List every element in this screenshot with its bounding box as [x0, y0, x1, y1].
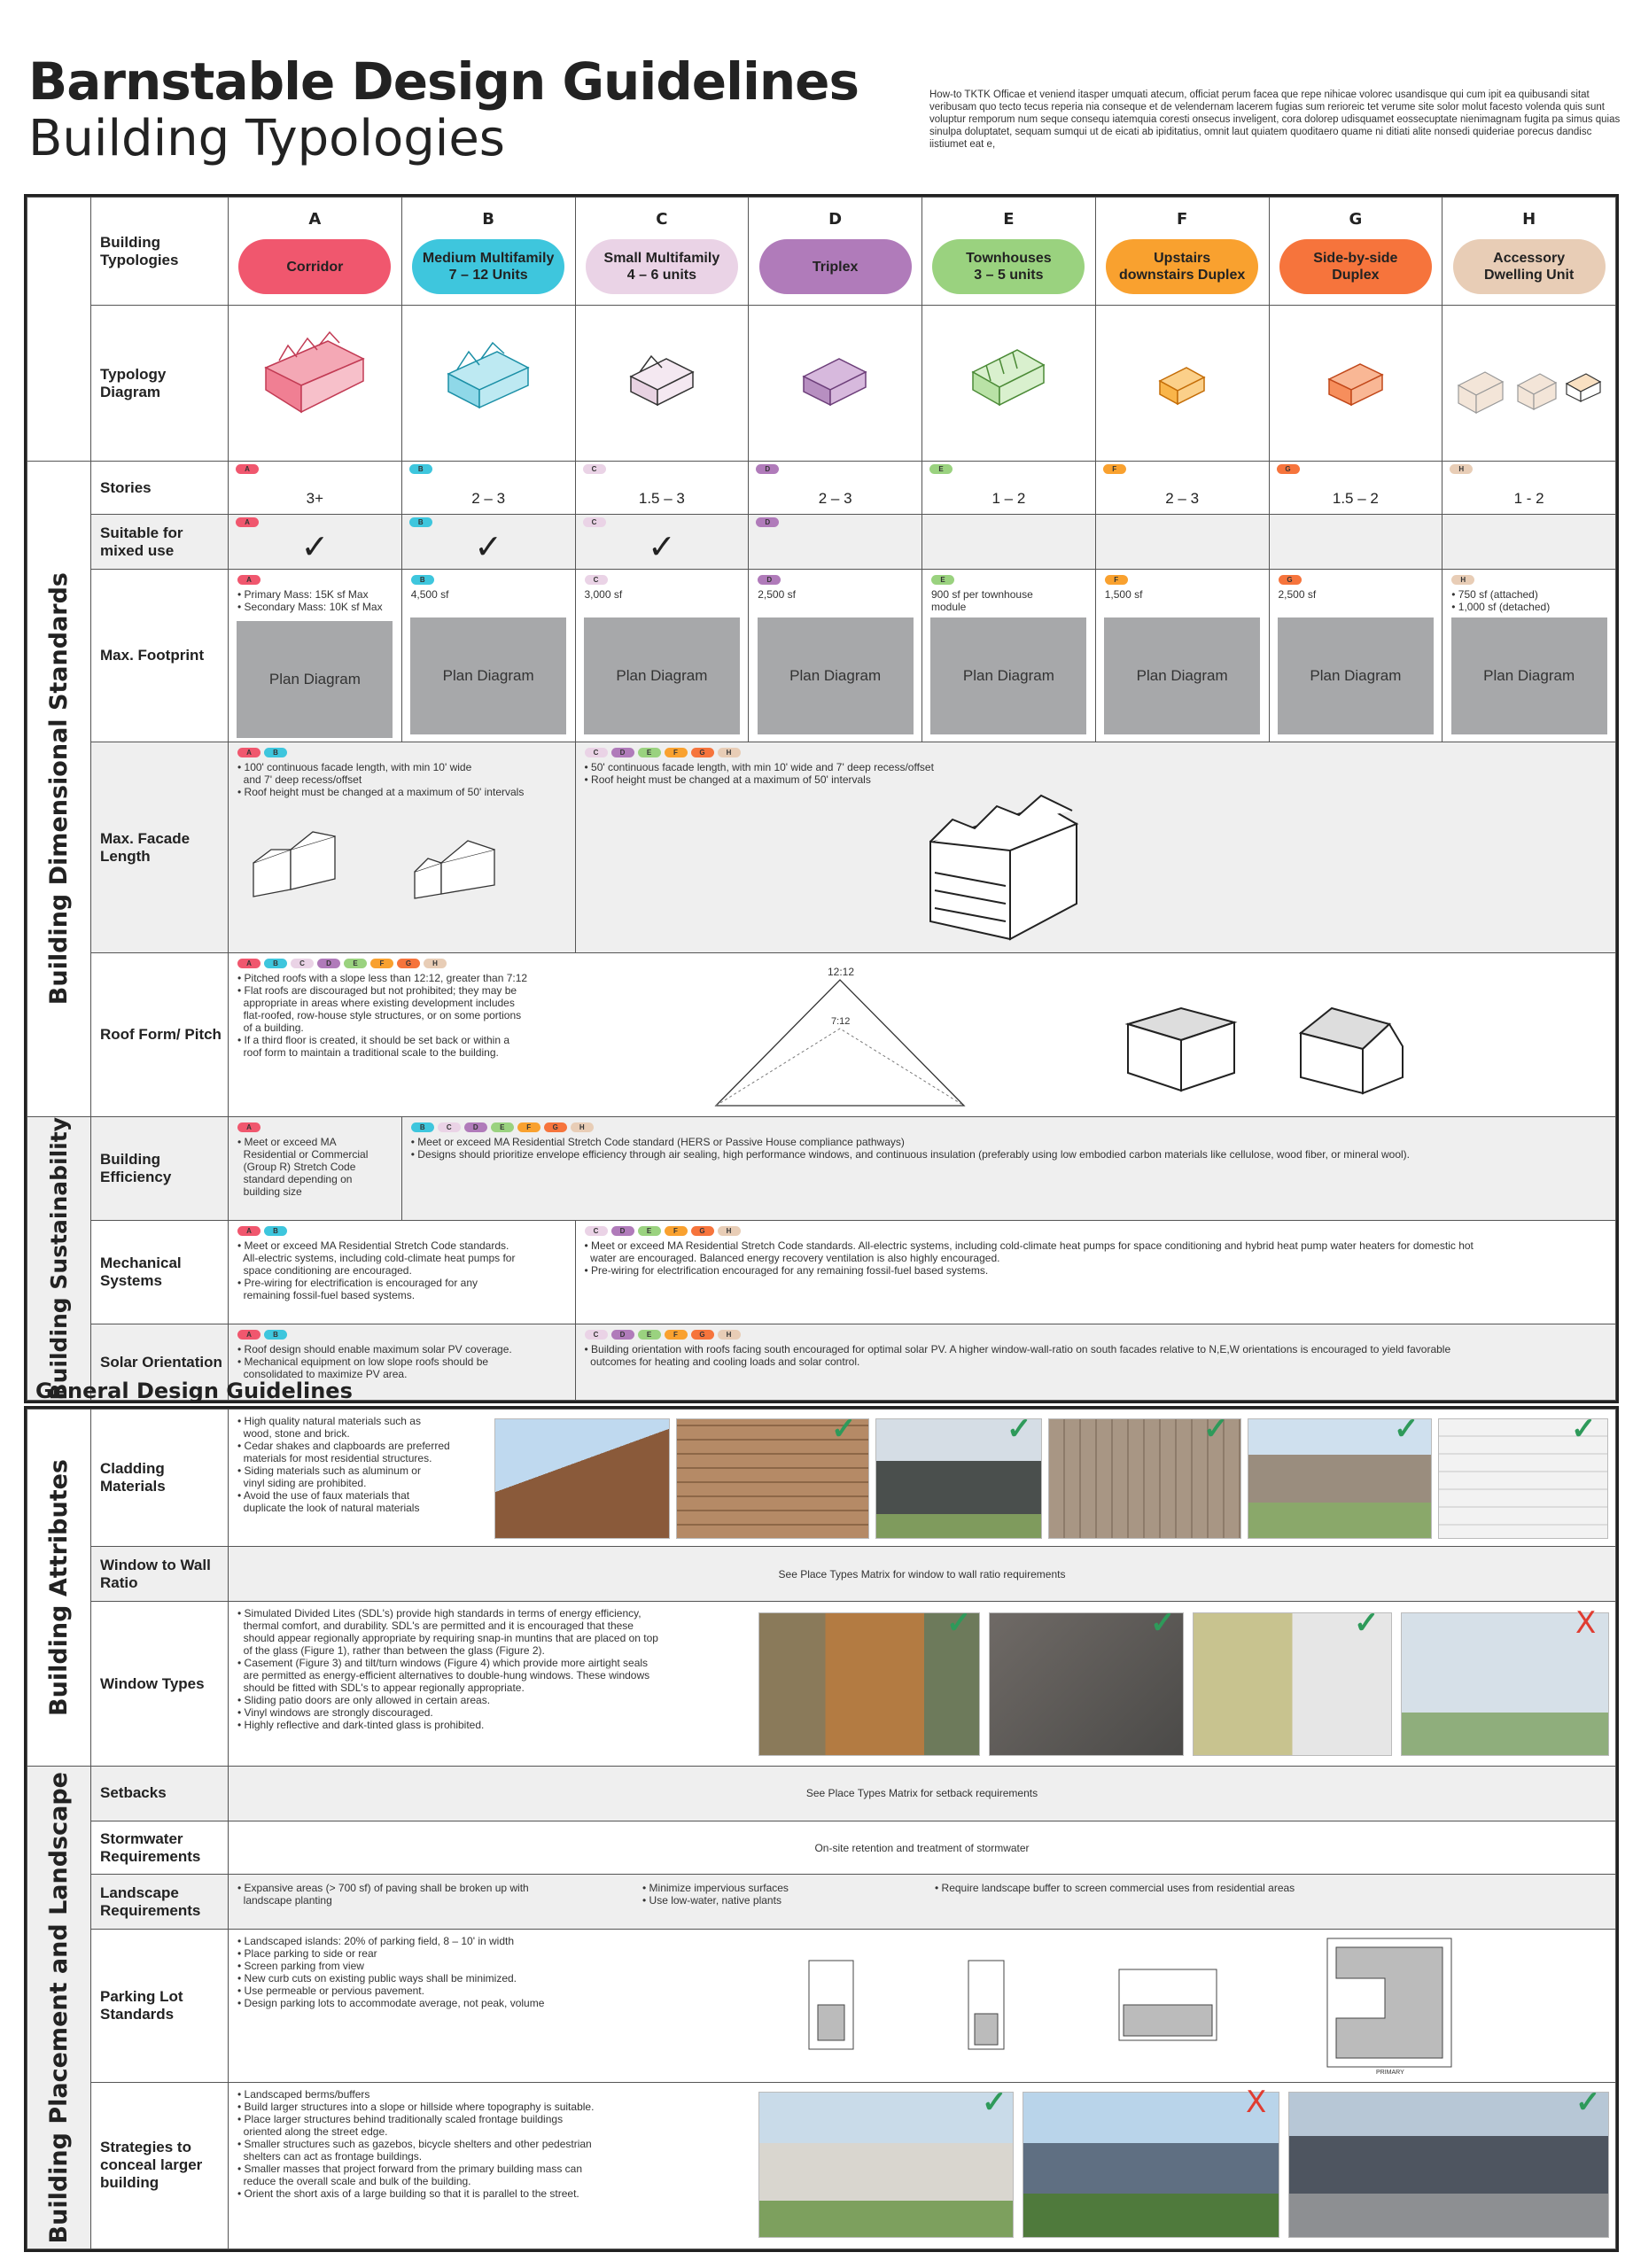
approved-check-icon: ✓	[1571, 1412, 1597, 1446]
type-h-diagram	[1442, 306, 1616, 462]
stormwater-text: On-site retention and treatment of stormwater	[229, 1821, 1616, 1874]
type-c-pill: Small Multifamily 4 – 6 units	[586, 239, 738, 294]
stories-g: G 1.5 – 2	[1269, 462, 1442, 515]
parking-plan-icon	[1323, 1934, 1456, 2076]
plan-diagram: Plan Diagram	[1451, 617, 1607, 734]
cladding-cell: • High quality natural materials such as wood, stone and brick. • Cedar shakes and clapboards are preferred materials for most residential structures. • Siding materials such as aluminum or vinyl siding are prohibited. • Avoid the use of faux materials that duplicate the look of natural materials ✓ ✓ ✓ ✓ ✓	[229, 1410, 1616, 1547]
svg-text:PRIMARY: PRIMARY	[1376, 2070, 1404, 2077]
row-label-diagram: Typology Diagram	[91, 306, 229, 462]
approved-check-icon: ✓	[1150, 1606, 1176, 1641]
row-label-footprint: Max. Footprint	[91, 570, 229, 742]
building-diagram-icon	[1442, 306, 1615, 456]
svg-text:7:12: 7:12	[831, 1016, 851, 1027]
row-label-mixed: Suitable for mixed use	[91, 515, 229, 570]
facade-ab: A B • 100' continuous facade length, with min 10' wide and 7' deep recess/offset • Roof height must be changed at a maximum of 50' intervals	[229, 742, 576, 953]
cedar-shake-photo	[494, 1418, 670, 1539]
plan-diagram: Plan Diagram	[584, 617, 740, 734]
general-guidelines-table	[27, 1409, 1616, 2249]
type-h-header: H Accessory Dwelling Unit	[1442, 198, 1616, 306]
building-diagram-icon	[1096, 306, 1269, 456]
type-b-pill: Medium Multifamily 7 – 12 Units	[412, 239, 564, 294]
facade-diagram-icon	[895, 788, 1427, 948]
roof-building-icon	[1115, 998, 1442, 1113]
landscape-cell: • Expansive areas (> 700 sf) of paving shall be broken up with landscape planting • Minimize impervious surfaces • Use low-water, native plants • Require landscape buffer to screen commercial uses from residential areas	[229, 1875, 1616, 1930]
footprint-c: C 3,000 sf Plan Diagram	[575, 570, 749, 742]
mixed-g	[1269, 515, 1442, 570]
approved-check-icon: ✓	[1354, 1606, 1380, 1641]
solar-ch: C D E F G H • Building orientation with roofs facing south encouraged for optimal solar PV. A higher window-wall-ratio on south facades relative to N,E,W orientations is encouraged to yield favorable outcomes for heating and cooling loads and solar control.	[575, 1324, 1616, 1401]
approved-check-icon: ✓	[1203, 1412, 1229, 1446]
plan-diagram: Plan Diagram	[410, 617, 566, 734]
solar-ab: A B • Roof design should enable maximum solar PV coverage. • Mechanical equipment on low slope roofs should be consolidated to maximize PV area.	[229, 1324, 576, 1401]
stories-b: B 2 – 3	[401, 462, 575, 515]
row-label-wwr: Window to Wall Ratio	[91, 1547, 229, 1602]
approved-check-icon: ✓	[1575, 2085, 1601, 2119]
mixed-c: C ✓	[575, 515, 749, 570]
typologies-table	[27, 197, 1616, 1401]
type-c-diagram	[575, 306, 749, 462]
village-street-photo	[1288, 2092, 1609, 2238]
type-b-diagram	[401, 306, 575, 462]
row-label-mechanical: Mechanical Systems	[91, 1220, 229, 1324]
building-diagram-icon	[922, 306, 1095, 456]
approved-check-icon: ✓	[946, 1606, 972, 1641]
wwr-text: See Place Types Matrix for window to wall ratio requirements	[229, 1547, 1616, 1602]
plan-diagram: Plan Diagram	[1278, 617, 1434, 734]
approved-check-icon: ✓	[982, 2085, 1007, 2119]
footprint-a: A • Primary Mass: 15K sf Max • Secondary Mass: 10K sf Max Plan Diagram	[229, 570, 402, 742]
efficiency-a: A • Meet or exceed MA Residential or Commercial (Group R) Stretch Code standard depending on building size	[229, 1117, 402, 1221]
mixed-d: D	[749, 515, 922, 570]
roof-pitch-diagram-icon	[707, 962, 973, 1113]
row-label-setbacks: Setbacks	[91, 1766, 229, 1821]
group-attributes: Building Attributes	[27, 1410, 91, 1767]
general-guidelines-heading: General Design Guidelines	[35, 1379, 353, 1403]
row-label-cladding: Cladding Materials	[91, 1410, 229, 1547]
type-a-pill: Corridor	[238, 239, 391, 294]
row-label-stories: Stories	[91, 462, 229, 515]
stories-a: A 3+	[229, 462, 402, 515]
row-label-stormwater: Stormwater Requirements	[91, 1821, 229, 1874]
building-diagram-icon	[749, 306, 921, 456]
type-d-header: D Triplex	[749, 198, 922, 306]
stories-e: E 1 – 2	[922, 462, 1096, 515]
windows-cell: • Simulated Divided Lites (SDL's) provide high standards in terms of energy efficiency, thermal comfort, and durability. SDL's are permitted and it is encouraged that these should appear regionally appropriate by requiring snap-in muntins that are placed on top of the glass (Figure 1), rather than between the glass (Figure 2). • Casement (Figure 3) and tilt/turn windows (Figure 4) which provide more airtight seals are permitted as energy-efficient alternatives to double-hung windows. These windows should be fitted with SDL's to appear regionally appropriate. • Sliding patio doors are only allowed in certain areas. • Vinyl windows are strongly discouraged. • Highly reflective and dark-tinted glass is prohibited. ✓ ✓ ✓ X	[229, 1602, 1616, 1766]
row-label-typologies: Building Typologies	[91, 198, 229, 306]
type-h-pill: Accessory Dwelling Unit	[1453, 239, 1606, 294]
stories-c: C 1.5 – 3	[575, 462, 749, 515]
type-e-header: E Townhouses 3 – 5 units	[922, 198, 1096, 306]
building-diagram-icon	[402, 306, 575, 456]
row-label-windows: Window Types	[91, 1602, 229, 1766]
type-d-diagram	[749, 306, 922, 462]
group-placement: Building Placement and Landscape	[27, 1766, 91, 2249]
group-sustainability: Building Sustainability	[27, 1117, 91, 1401]
mixed-f	[1095, 515, 1269, 570]
large-motel-photo	[1023, 2092, 1279, 2238]
rejected-x-icon: X	[1246, 2084, 1267, 2120]
group-dimensional: Building Dimensional Standards	[27, 462, 91, 1117]
facade-diagram-icon	[229, 801, 574, 925]
row-label-parking: Parking Lot Standards	[91, 1930, 229, 2082]
type-e-diagram	[922, 306, 1096, 462]
plan-diagram: Plan Diagram	[1104, 617, 1260, 734]
conceal-cell: • Landscaped berms/buffers • Build larger structures into a slope or hillside where topography is suitable. • Place larger structures behind traditionally scaled frontage buildings oriented along the street edge. • Smaller structures such as gazebos, bicycle shelters and other pedestrian shelters can act as frontage buildings. • Smaller masses that project forward from the primary building mass can reduce the overall scale and bulk of the building. • Orient the short axis of a large building so that it is parallel to the street. ✓ X ✓	[229, 2082, 1616, 2249]
building-diagram-icon	[576, 306, 749, 456]
stories-h: H 1 - 2	[1442, 462, 1616, 515]
type-f-diagram	[1095, 306, 1269, 462]
parking-cell: • Landscaped islands: 20% of parking field, 8 – 10' in width • Place parking to side or rear • Screen parking from view • New curb cuts on existing public ways shall be minimized. • Use permeable or pervious pavement. • Design parking lots to accommodate average, not peak, volume PRIMARY	[229, 1930, 1616, 2082]
row-label-facade: Max. Facade Length	[91, 742, 229, 953]
facade-ch: C D E F G H • 50' continuous facade length, with min 10' wide and 7' deep recess/offset • Roof height must be changed at a maximum of 50' intervals	[575, 742, 1616, 953]
svg-text:12:12: 12:12	[828, 966, 855, 978]
parking-plan-icon	[1115, 1965, 1221, 2045]
group-band-top	[27, 198, 91, 462]
mechanical-ab: A B • Meet or exceed MA Residential Stretch Code standards. All-electric systems, including cold-climate heat pumps for space conditioning are encouraged. • Pre-wiring for electrification is encouraged for any remaining fossil-fuel based systems.	[229, 1220, 576, 1324]
footprint-f: F 1,500 sf Plan Diagram	[1095, 570, 1269, 742]
type-a-diagram	[229, 306, 402, 462]
page-subtitle: Building Typologies	[28, 110, 505, 167]
type-c-header: C Small Multifamily 4 – 6 units	[575, 198, 749, 306]
intro-text: How-to TKTK Officae et veniend itasper umquati atecum, officiat perum facea que repe nihicae volorec usandisque qui cum ipit ea quibusandi sitat veribusam quo tecto tecus reperia nia conseque et de velendernam lacerem fugias sum rerioreic tet verume site solor molut facesto volenda quis sunt voluptur remporum num seque consequ iatemquia coresti onsecus inveligent, cora dolorep udisquamet eossecuptate nienimagnam fugita pa simus quias sinulpa doluptatet, sequam sumqui ut de eicati ab ipiditatius, omnit laut quiatem quoditaero quame ni ditiati alite nonsedi quideriae porecus dandisc iistiumet eat e,	[929, 89, 1621, 150]
setbacks-text: See Place Types Matrix for setback requirements	[229, 1766, 1616, 1821]
mixed-h	[1442, 515, 1616, 570]
type-g-header: G Side-by-side Duplex	[1269, 198, 1442, 306]
footprint-g: G 2,500 sf Plan Diagram	[1269, 570, 1442, 742]
type-f-header: F Upstairs downstairs Duplex	[1095, 198, 1269, 306]
mixed-b: B ✓	[401, 515, 575, 570]
mechanical-ch: C D E F G H • Meet or exceed MA Residential Stretch Code standards. All-electric systems, including cold-climate heat pumps for space conditioning and hybrid heat pump water heaters for domestic hot water are encouraged. Balanced energy recovery ventilation is also highly encouraged. • Pre-wiring for electrification encouraged for any remaining fossil-fuel based systems.	[575, 1220, 1616, 1324]
building-diagram-icon	[1270, 306, 1442, 456]
type-d-pill: Triplex	[759, 239, 912, 294]
mixed-e	[922, 515, 1096, 570]
stories-f: F 2 – 3	[1095, 462, 1269, 515]
rejected-x-icon: X	[1575, 1605, 1597, 1642]
roof-cell: A B C D E F G H • Pitched roofs with a slope less than 12:12, greater than 7:12 • Flat roofs are discouraged but not prohibited; they may be appropriate in areas where existing development includes flat-roofed, row-house style structures, or on some portions of a building. • If a third floor is created, it should be set back or within a roof form to maintain a traditional scale to the building. 12:12 7:12	[229, 953, 1616, 1117]
footprint-d: D 2,500 sf Plan Diagram	[749, 570, 922, 742]
footprint-e: E 900 sf per townhouse module Plan Diagram	[922, 570, 1096, 742]
approved-check-icon: ✓	[831, 1412, 857, 1446]
approved-check-icon: ✓	[1394, 1412, 1419, 1446]
type-g-pill: Side-by-side Duplex	[1279, 239, 1432, 294]
plan-diagram: Plan Diagram	[237, 621, 393, 738]
approved-check-icon: ✓	[1007, 1412, 1032, 1446]
type-b-header: B Medium Multifamily 7 – 12 Units	[401, 198, 575, 306]
type-f-pill: Upstairs downstairs Duplex	[1106, 239, 1258, 294]
footprint-h: H • 750 sf (attached) • 1,000 sf (detached) Plan Diagram	[1442, 570, 1616, 742]
stories-d: D 2 – 3	[749, 462, 922, 515]
building-diagram-icon	[229, 306, 401, 456]
frontage-buildings-photo	[758, 2092, 1014, 2238]
page-title: Barnstable Design Guidelines	[28, 51, 859, 112]
type-e-pill: Townhouses 3 – 5 units	[932, 239, 1085, 294]
parking-plan-icon	[964, 1956, 1008, 2054]
row-label-conceal: Strategies to conceal larger building	[91, 2082, 229, 2249]
row-label-roof: Roof Form/ Pitch	[91, 953, 229, 1117]
row-label-landscape: Landscape Requirements	[91, 1875, 229, 1930]
row-label-solar: Solar Orientation	[91, 1324, 229, 1401]
plan-diagram: Plan Diagram	[758, 617, 914, 734]
type-a-header: A Corridor	[229, 198, 402, 306]
mixed-a: A ✓	[229, 515, 402, 570]
parking-plan-icon	[805, 1956, 858, 2054]
type-g-diagram	[1269, 306, 1442, 462]
plan-diagram: Plan Diagram	[930, 617, 1086, 734]
footprint-b: B 4,500 sf Plan Diagram	[401, 570, 575, 742]
row-label-efficiency: Building Efficiency	[91, 1117, 229, 1221]
efficiency-bh: B C D E F G H • Meet or exceed MA Residential Stretch Code standard (HERS or Passive House compliance pathways) • Designs should prioritize envelope efficiency through air sealing, high performance windows, and continuous insulation (preferably using low embodied carbon materials like cellulose, wood fiber, or mineral wool).	[401, 1117, 1615, 1221]
